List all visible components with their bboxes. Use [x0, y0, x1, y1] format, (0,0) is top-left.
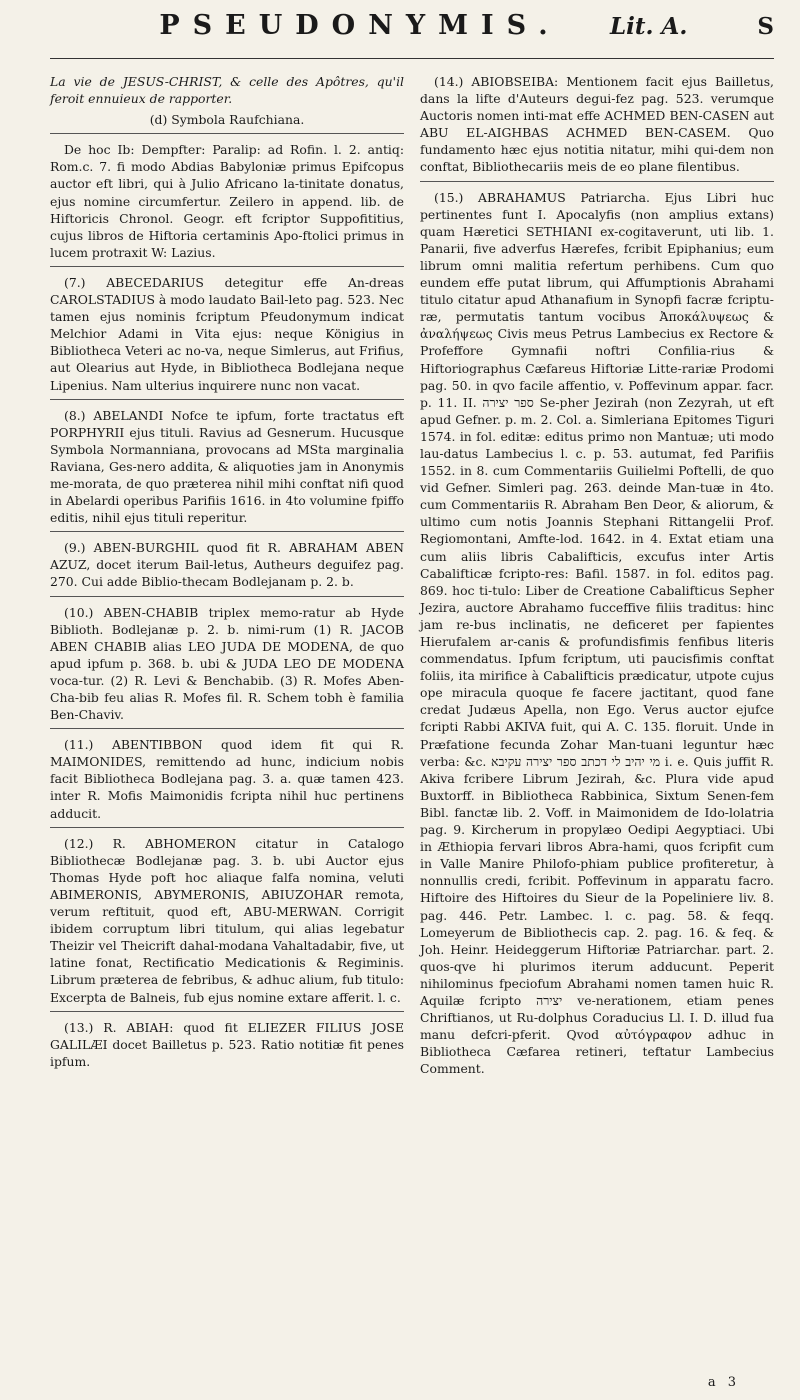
entry [50, 274, 404, 394]
entry [50, 1019, 404, 1070]
entry-text: (12.) R. ABHOMERON citatur in Catalogo Bibliothecæ Bodlejanæ pag. 3. b. ubi Auctor ejus Thomas Hyde poft hoc aliaque falfa nomina, veluti ABIMERONIS, ABYMERONIS, ABIUZOHAR remota, verum reftituit, quod eft, ABU-MERWAN. Corrigit ibidem corruptum libri titulum, qui alias legebatur Theizir vel Theicrift dahal-modana Vahaltadabir, five, ut latine fonat, Rectificatio Medicationis & Regiminis. Librum præterea de febribus, & adhuc alium, fub titulo: Excerpta de Balneis, fub ejus nomine extare afferit. l. c. [50, 835, 404, 1005]
entry [420, 189, 774, 1078]
section-label: Lit. A. [609, 13, 688, 40]
entry-divider [50, 266, 404, 267]
entry-divider [50, 399, 404, 400]
entry-divider [50, 133, 404, 134]
entry [50, 407, 404, 527]
entry-divider [420, 181, 774, 182]
entry [50, 736, 404, 821]
entry-text: (15.) ABRAHAMUS Patriarcha. Ejus Libri huc pertinentes funt I. Apocalyfis (non amplius extans) quam Hæretici SETHIANI ex-cogitaverunt, uti lib. 1. Panarii, five adverfus Hærefes, fcribit Epiphanius; eum librum omni malitia refertum perhibens. Cum quo eundem effe putat librum, qui Affumptionis Abrahami titulo citatur apud Athanafium in Synopfi facræ fcriptu-ræ, permutatis tantum vocibus Ἀποκάλυψεως & ἀναλήψεως Civis meus Petrus Lambecius ex Rectore & Profeffore Gymnafii noftri Confilia-rius & Hiftoriographus Cæfareus Hiftoriæ Litte-rariæ Prodomi pag. 50. in qvo facile affentio, v. Poffevinum appar. facr. p. 11. II. ספר יצירה Se-pher Jezirah (non Zezyrah, ut eft apud Gefner. p. m. 2. Col. a. Simleriana Epitomes Tiguri 1574. in fol. editæ: editus primo non Mantuæ; uti modo lau-datus Lambecius l. c. p. 53. autumat, fed Parifiis 1552. in 8. cum Commentariis Guilielmi Poftelli, de quo vid Gefner. Simleri pag. 263. deinde Man-tuæ in 4to. cum Commentariis R. Abraham Ben Deor, & aliorum, & ultimo cum notis Joannis Stephani Rittangelii Prof. Regiomontani, Amfte-lod. 1642. in 4. Extat etiam una cum aliis libris Cabalifticis, excufus inter Artis Cabalifticæ fcripto-res: Bafil. 1587. in fol. editos pag. 869. hoc ti-tulo: Liber de Creatione Cabalifticus Sepher Jezira, auctore Abrahamo fucceffive filiis traditus: hinc jam re-bus inclinatis, ne deficeret per fapientes Hierufalem ar-canis & profundisfimis fenfibus literis commendatus. Ipfum fcriptum, uti paucisfimis conftat foliis, ita mirifice à Cabalifticis prædicatur, utpote cujus ope miracula quoque fe facere jactitant, quod fane credat Judæus Apella, non Ego. Verus auctor ejufce fcripti Rabbi AKIVA fuit, qui A. C. 135. floruit. Unde in Præfatione fecunda Zohar Man-tuani leguntur hæc verba: &c. מי יהיב לי דכתב ספר יצירה עקיבא i. e. Quis juffit R. Akiva fcribere Librum Jezirah, &c. Plura vide apud Buxtorff. in Bibliotheca Rabbinica, Sixtum Senen-fem Bibl. fanctæ lib. 2. Voff. in Maimonidem de Ido-lolatria pag. 9. Kircherum in propylæo Oedipi Aegyptiaci. Ubi in Æthiopia fervari libros Abra-hami, quos fcripfit cum in Valle Manire Philofo-phiam publice profiteretur, à nonnullis credi, fcribit. Poffevinum in apparatu facro. Hiftoire des Hiftoires du Sieur de la Popeliniere liv. 8. pag. 446. Petr. Lambec. l. c. pag. 58. & feqq. Lomeyerum de Bibliothecis cap. 2. pag. 16. & feq. & Joh. Heinr. Heideggerum Hiftoriæ Patriarchar. part. 2. quos-qve hi plurimos iterum adducunt. Peperit nihilominus fpeciofum Abrahami nomen tamen huic R. Aquilæ fcripto יצירה ve-nerationem, etiam penes Chriftianos, ut Ru-dolphus Coraducius Ll. I. D. illud fua manu defcri-pferit. Qvod αὐτόγραφον adhuc in Bibliotheca Cæfarea retineri, teftatur Lambecius Comment. [420, 189, 774, 1077]
entry-text: (14.) ABIOBSEIBA: Mentionem facit ejus Bailletus, dans la lifte d'Auteurs degui-fez pag. 523. verumque Auctoris nomen inti-mat effe ACHMED BEN-CASEN aut ABU EL-AIGHBAS ACHMED BEN-CASEM. Quo fundamento hæc ejus notitia nitatur, mihi qui-dem non conftat, Bibliothecariis meis de eo plane filentibus. [420, 74, 774, 175]
running-title: PSEUDONYMIS. [159, 10, 561, 41]
entry [50, 141, 404, 261]
entry-text: La vie de JESUS-CHRIST, & celle des Apôtres, qu'il feroit ennuieux de rapporter. [50, 74, 404, 107]
entry-divider [50, 1011, 404, 1012]
entry-text: (7.) ABECEDARIUS detegitur effe An-dreas CAROLSTADIUS à modo laudato Bail-leto pag. 523. Nec tamen ejus nominis fcriptum Pfeudonymum indicat Melchior Adami in Vita ejus: neque Königius in Bibliotheca Veteri ac no-va, neque Simlerus, aut Frifius, aut Olearius aut Hyde, in Bibliotheca Bodlejana neque Lipenius. Nam ulterius inquirere nunc non vacat. [50, 274, 404, 393]
entry-text: (8.) ABELANDI Nofce te ipfum, forte tractatus eft PORPHYRII ejus tituli. Ravius ad Gesnerum. Hucusque Symbola Normanniana, provocans ad MSta marginalia Raviana, Ges-nero addita, & aliquoties jam in Anonymis me-morata, de quo præterea nihil mihi conftat nifi quod in Abelardi operibus Parifiis 1616. in 4to volumine fpiffo editis, nihil ejus tituli reperitur. [50, 407, 404, 526]
entry [420, 73, 774, 176]
entry [50, 539, 404, 590]
entry-text: De hoc Ib: Dempfter: Paralip: ad Rofin. l. 2. antiq: Rom.c. 7. fi modo Abdias Babyloniæ primus Epifcopus auctor eft libri, qui à Julio Africano la-tinitate donatus, ejus nomine circumfertur. Zeilero in append. lib. de Hiftoricis Chronol. Geogr. eft fcriptor Suppofititius, cujus libros de Hiftoria certaminis Apo-ftolici primus in lucem protraxit W: Lazius. [50, 142, 404, 260]
entry-text: (d) Symbola Raufchiana. [149, 112, 305, 128]
entry-text: (10.) ABEN-CHABIB triplex memo-ratur ab Hyde Biblioth. Bodlejanæ p. 2. b. nimi-rum (1) R. JACOB ABEN CHABIB alias LEO JUDA DE MODENA, de quo apud ipfum p. 368. b. ubi & JUDA LEO DE MODENA voca-tur. (2) R. Levi & Benchabib. (3) R. Mofes Aben-Cha-bib feu alias R. Mofes fil. R. Schem tobh è familia Ben-Chaviv. [50, 604, 404, 723]
text-columns [50, 73, 774, 1081]
running-head [50, 10, 774, 59]
entry-divider [50, 728, 404, 729]
page-letter: S [757, 13, 774, 40]
entry-divider [50, 596, 404, 597]
entry [50, 604, 404, 724]
entry-divider [50, 531, 404, 532]
right-column [420, 73, 774, 1081]
entry-text: (9.) ABEN-BURGHIL quod fit R. ABRAHAM ABEN AZUZ, docet iterum Bail-letus, Autheurs deguifez pag. 270. Cui adde Biblio-thecam Bodlejanam p. 2. b. [50, 540, 404, 590]
entry-divider [50, 827, 404, 828]
entry [50, 111, 404, 128]
left-column [50, 73, 404, 1081]
entry [50, 73, 404, 107]
entry [50, 835, 404, 1006]
entry-text: (11.) ABENTIBBON quod idem fit qui R. MAIMONIDES, remittendo ad hunc, indicium nobis facit Bibliotheca Bodlejana pag. 3. a. quæ tamen 423. inter R. Mofis Maimonidis fcripta nihil huc pertinens adducit. [50, 737, 404, 821]
entry-text: (13.) R. ABIAH: quod fit ELIEZER FILIUS JOSE GALILÆI docet Bailletus p. 523. Ratio notitiæ fit penes ipfum. [50, 1019, 404, 1069]
signature-mark: a 3 [707, 1375, 740, 1390]
